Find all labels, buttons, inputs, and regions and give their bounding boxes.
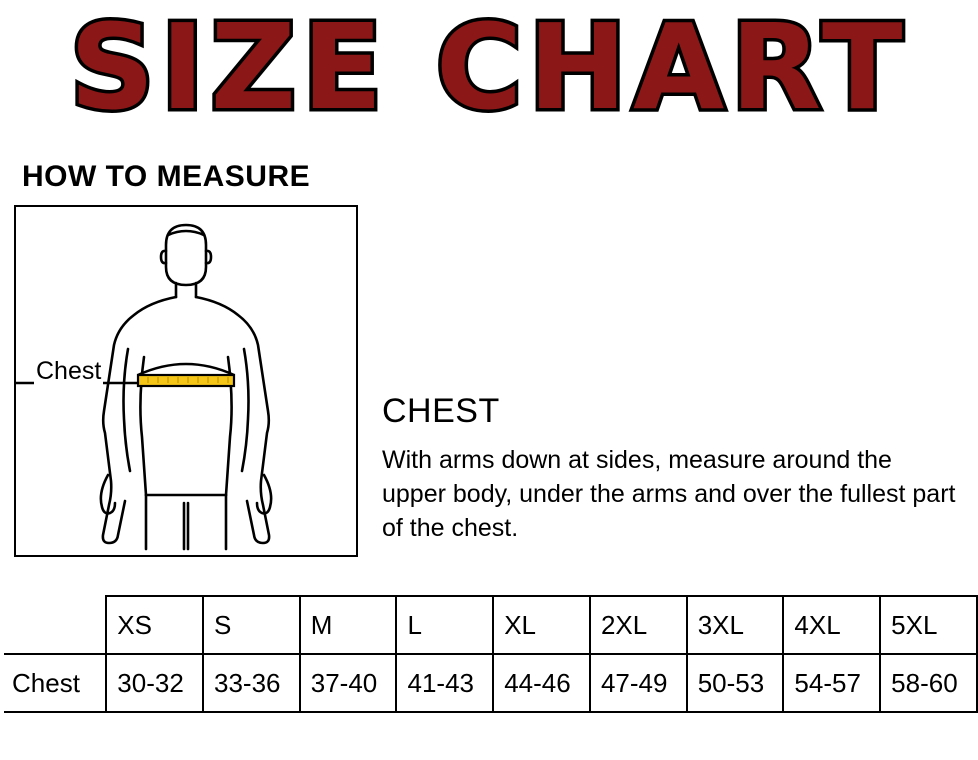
table-cell: 54-57 <box>783 654 880 712</box>
table-row-header <box>4 596 977 654</box>
table-corner-cell <box>4 596 106 654</box>
table-cell: 44-46 <box>493 654 590 712</box>
chest-measure-label: Chest <box>36 357 102 385</box>
table-col-header: XS <box>106 596 203 654</box>
table-row <box>4 654 977 712</box>
page-title-text: SIZE CHART <box>69 0 909 136</box>
table-col-header: S <box>203 596 300 654</box>
table-col-header: L <box>396 596 493 654</box>
table-cell: 37-40 <box>300 654 397 712</box>
table-col-header: 4XL <box>783 596 880 654</box>
size-chart-title-art <box>0 0 978 150</box>
table-col-header: 5XL <box>880 596 977 654</box>
table-col-header: XL <box>493 596 590 654</box>
table-col-header: 3XL <box>687 596 784 654</box>
chest-description-body: With arms down at sides, measure around the upper body, under the arms and over the fullest part of the chest. <box>382 446 956 542</box>
table-cell: 41-43 <box>396 654 493 712</box>
table-row-label: Chest <box>4 654 106 712</box>
chest-description <box>382 392 962 545</box>
table-cell: 30-32 <box>106 654 203 712</box>
size-chart-table <box>4 595 978 713</box>
page-title <box>0 0 978 150</box>
chest-tape-measure <box>138 364 234 386</box>
table-cell: 33-36 <box>203 654 300 712</box>
table-cell: 47-49 <box>590 654 687 712</box>
table-col-header: M <box>300 596 397 654</box>
table-cell: 58-60 <box>880 654 977 712</box>
chest-description-heading: CHEST <box>382 392 500 430</box>
table-col-header: 2XL <box>590 596 687 654</box>
how-to-measure-heading: HOW TO MEASURE <box>22 160 311 193</box>
table-cell: 50-53 <box>687 654 784 712</box>
